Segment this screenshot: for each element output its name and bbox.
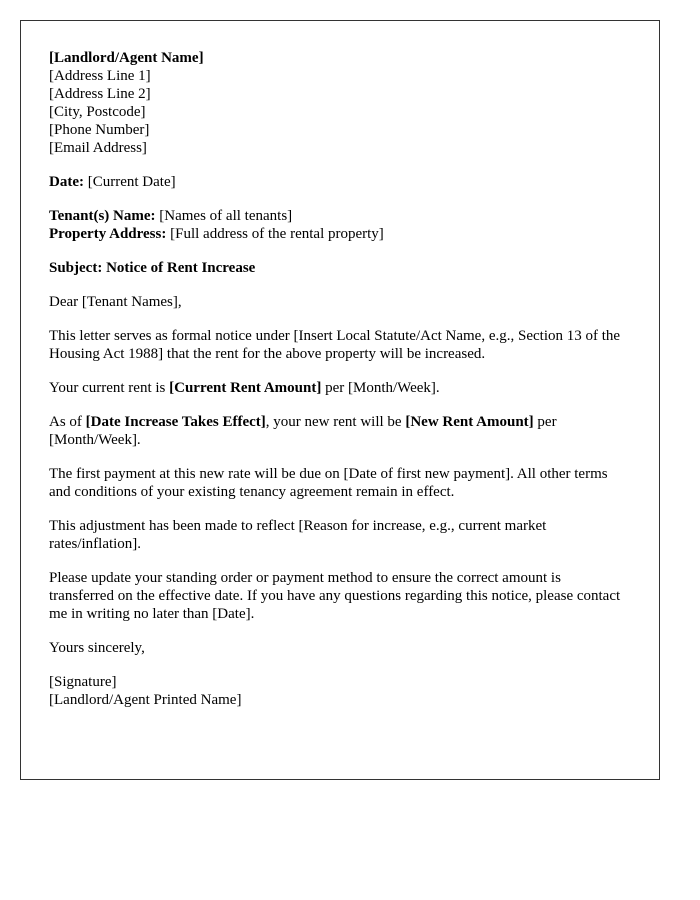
property-line <box>49 225 629 243</box>
closing: Yours sincerely, <box>49 640 145 656</box>
letter-page <box>20 20 660 780</box>
sender-city-postcode: [City, Postcode] <box>49 104 146 120</box>
paragraph-new-rent <box>49 413 629 449</box>
increase-date: [Date Increase Takes Effect] <box>85 414 266 430</box>
recipient-block <box>49 207 629 243</box>
sender-block <box>49 49 629 157</box>
date-line <box>49 173 629 191</box>
paragraph-first-payment: The first payment at this new rate will be due on [Date of first new payment]. All other terms and conditions of your existing tenancy agreement remain in effect. <box>49 466 608 500</box>
date-value: [Current Date] <box>87 174 176 190</box>
signature: [Signature] <box>49 674 117 690</box>
salutation: Dear [Tenant Names], <box>49 294 182 310</box>
tenant-value: [Names of all tenants] <box>159 208 293 224</box>
paragraph-payment-update: Please update your standing order or payment method to ensure the correct amount is transferred on the effective date. If you have any questions regarding this notice, please contact me in writing no later than [Date]. <box>49 570 621 622</box>
subject-line: Subject: Notice of Rent Increase <box>49 260 256 276</box>
sender-address-line-2: [Address Line 2] <box>49 86 151 102</box>
property-value: [Full address of the rental property] <box>170 226 384 242</box>
sender-email: [Email Address] <box>49 140 147 156</box>
sender-phone: [Phone Number] <box>49 122 150 138</box>
new-rent-suffix: per [Month/Week]. <box>49 414 557 448</box>
subject-block <box>49 259 629 277</box>
new-rent-prefix: As of <box>49 414 86 430</box>
paragraph-reason: This adjustment has been made to reflect [Reason for increase, e.g., current market rates/inflation]. <box>49 518 547 552</box>
new-rent-middle: , your new rent will be <box>265 414 406 430</box>
sender-address-line-1: [Address Line 1] <box>49 68 151 84</box>
current-rent-prefix: Your current rent is <box>49 380 170 396</box>
letter-content <box>49 49 629 709</box>
tenant-label: Tenant(s) Name: <box>49 208 156 224</box>
paragraph-statute: This letter serves as formal notice under [Insert Local Statute/Act Name, e.g., Section 13 of the Housing Act 1988] that the rent for the above property will be increased. <box>49 328 621 362</box>
date-label: Date: <box>49 174 84 190</box>
paragraph-current-rent <box>49 379 629 397</box>
tenant-line <box>49 207 629 225</box>
current-rent-amount: [Current Rent Amount] <box>169 380 322 396</box>
printed-name: [Landlord/Agent Printed Name] <box>49 692 242 708</box>
sender-name: [Landlord/Agent Name] <box>49 50 204 66</box>
date-block <box>49 173 629 191</box>
signature-block <box>49 673 629 709</box>
property-label: Property Address: <box>49 226 167 242</box>
current-rent-suffix: per [Month/Week]. <box>321 380 440 396</box>
new-rent-amount: [New Rent Amount] <box>405 414 534 430</box>
